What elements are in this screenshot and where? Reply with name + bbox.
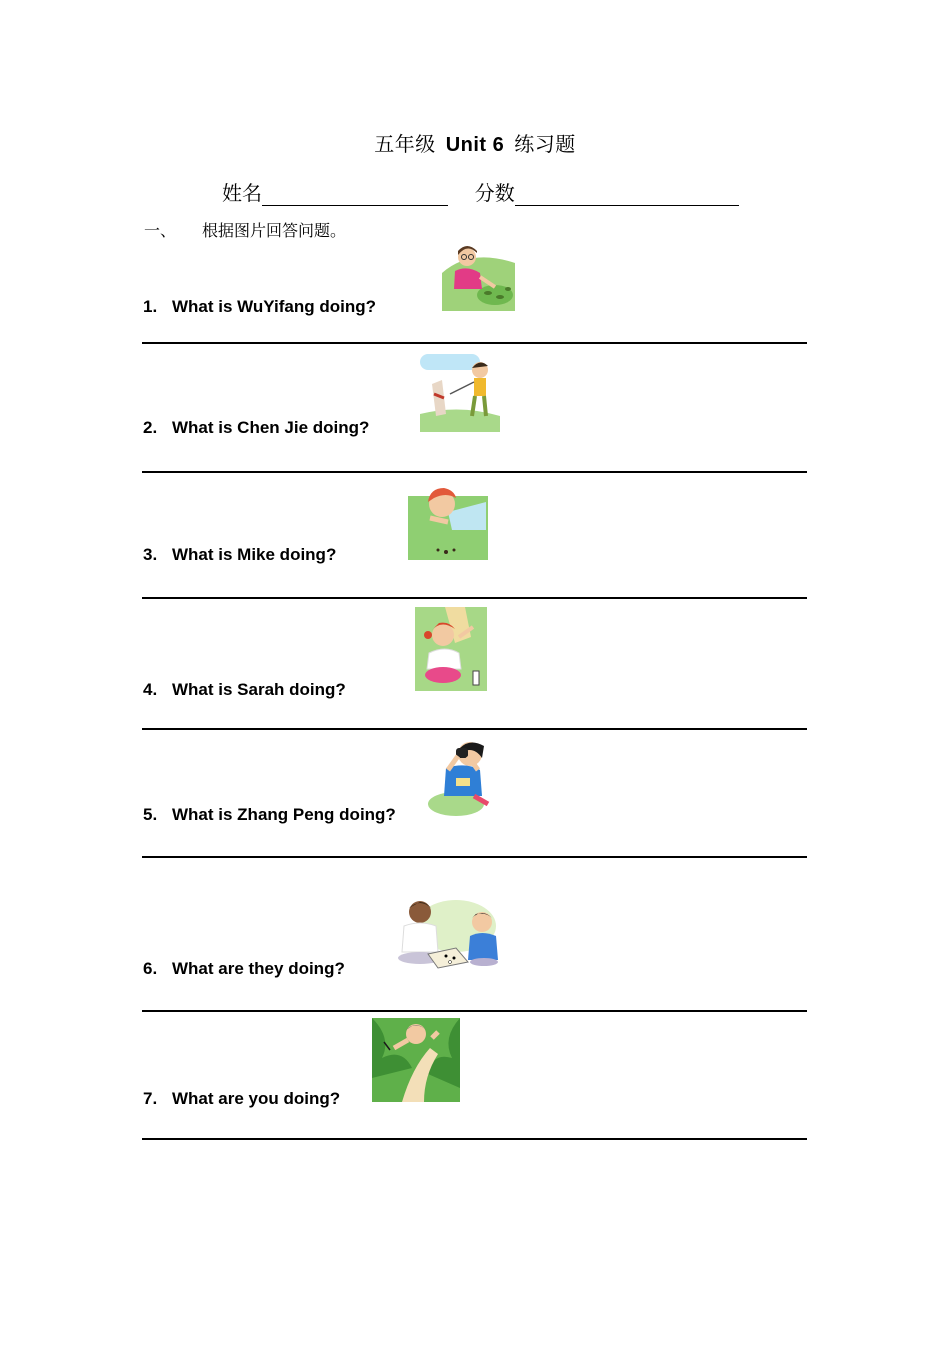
question-7: 7. What are you doing? [143, 1089, 341, 1108]
question-4: 4. What is Sarah doing? [143, 680, 346, 699]
title-exercise: 练习题 [514, 132, 576, 156]
section-number: 一、 [144, 221, 177, 240]
section-heading [144, 218, 346, 241]
question-3-text: What is Mike doing? [172, 545, 337, 564]
name-label: 姓名 [222, 181, 262, 205]
student-info-line [222, 177, 739, 206]
answer-line-7[interactable] [142, 1138, 807, 1140]
title-grade: 五年级 [374, 132, 436, 156]
question-7-text: What are you doing? [172, 1089, 341, 1108]
answer-line-4[interactable] [142, 728, 807, 730]
answer-line-2[interactable] [142, 471, 807, 473]
question-1: 1. What is WuYifang doing? [143, 297, 376, 316]
answer-line-5[interactable] [142, 856, 807, 858]
question-3: 3. What is Mike doing? [143, 545, 337, 564]
question-6: 6. What are they doing? [143, 959, 345, 978]
question-6-text: What are they doing? [172, 959, 345, 978]
climbing-tree-picture [372, 1018, 460, 1102]
girl-doing-experiment-picture [420, 354, 502, 432]
answer-line-3[interactable] [142, 597, 807, 599]
question-1-text: What is WuYifang doing? [172, 297, 376, 316]
question-5: 5. What is Zhang Peng doing? [143, 805, 396, 824]
girl-picking-up-leaves-picture [440, 243, 516, 311]
kids-playing-chess-picture [396, 896, 502, 970]
question-2-text: What is Chen Jie doing? [172, 418, 370, 437]
question-2: 2. What is Chen Jie doing? [143, 418, 370, 437]
name-blank[interactable] [262, 183, 448, 206]
boy-with-binoculars-picture [426, 738, 500, 818]
boy-watching-ants-picture [408, 482, 488, 560]
score-blank[interactable] [515, 183, 739, 206]
answer-line-6[interactable] [142, 1010, 807, 1012]
score-label: 分数 [474, 181, 515, 205]
answer-line-1[interactable] [142, 342, 807, 344]
girl-catching-insects-picture [415, 607, 487, 691]
section-instruction: 根据图片回答问题。 [202, 221, 347, 240]
title-unit: Unit 6 [445, 134, 505, 156]
page-title [0, 128, 950, 157]
question-4-text: What is Sarah doing? [172, 680, 346, 699]
question-5-text: What is Zhang Peng doing? [172, 805, 396, 824]
